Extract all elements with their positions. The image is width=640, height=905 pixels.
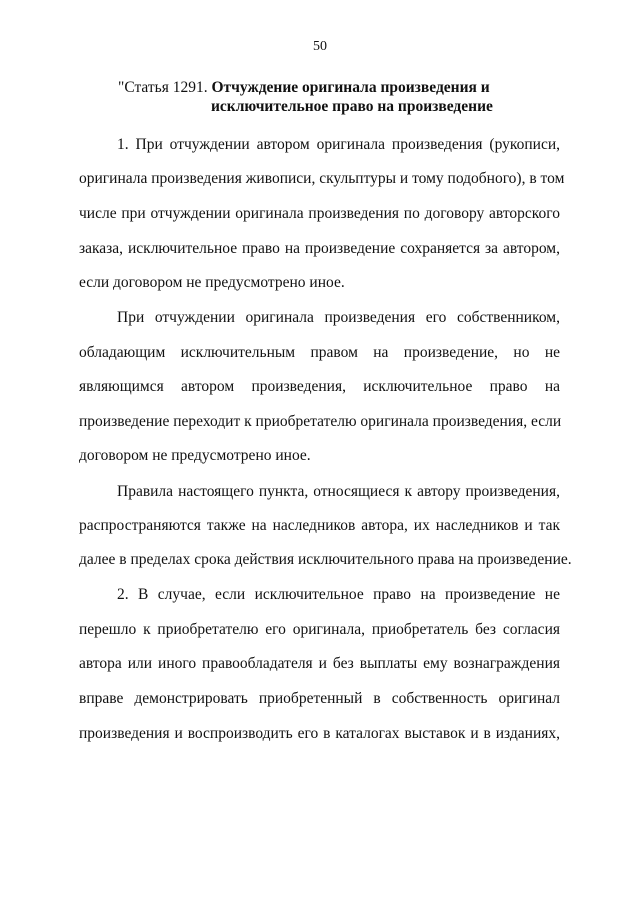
article-number: "Статья 1291.	[118, 79, 212, 96]
text-line: заказа, исключительное право на произведение сохраняется за автором,	[79, 240, 560, 257]
text-line: произведения и воспроизводить его в каталогах выставок и в изданиях,	[79, 725, 560, 742]
text-line: являющимся автором произведения, исключительное право на	[79, 378, 560, 395]
text-line: При отчуждении оригинала произведения его собственником,	[117, 309, 560, 326]
text-line: 2. В случае, если исключительное право на произведение не	[117, 586, 560, 603]
text-line: вправе демонстрировать приобретенный в собственность оригинал	[79, 690, 560, 707]
text-line: 1. При отчуждении автором оригинала произведения (рукописи,	[117, 136, 560, 153]
text-line: оригинала произведения живописи, скульптуры и тому подобного), в том	[79, 170, 565, 187]
text-line: произведение переходит к приобретателю оригинала произведения, если	[79, 413, 562, 430]
text-line: договором не предусмотрено иное.	[79, 447, 311, 464]
text-line: перешло к приобретателю его оригинала, приобретатель без согласия	[79, 621, 560, 638]
article-title-line-1: Отчуждение оригинала произведения и	[211, 79, 490, 96]
text-line: если договором не предусмотрено иное.	[79, 274, 345, 291]
text-line: Правила настоящего пункта, относящиеся к автору произведения,	[117, 483, 560, 500]
page-number: 50	[313, 39, 327, 54]
article-title-line-2: исключительное право на произведение	[211, 98, 493, 115]
text-line: числе при отчуждении оригинала произведения по договору авторского	[79, 205, 560, 222]
text-line: автора или иного правообладателя и без выплаты ему вознаграждения	[79, 655, 560, 672]
article-heading	[118, 78, 588, 116]
text-line: обладающим исключительным правом на произведение, но не	[79, 344, 560, 361]
text-line: далее в пределах срока действия исключительного права на произведение.	[79, 551, 572, 568]
text-line: распространяются также на наследников автора, их наследников и так	[79, 517, 560, 534]
